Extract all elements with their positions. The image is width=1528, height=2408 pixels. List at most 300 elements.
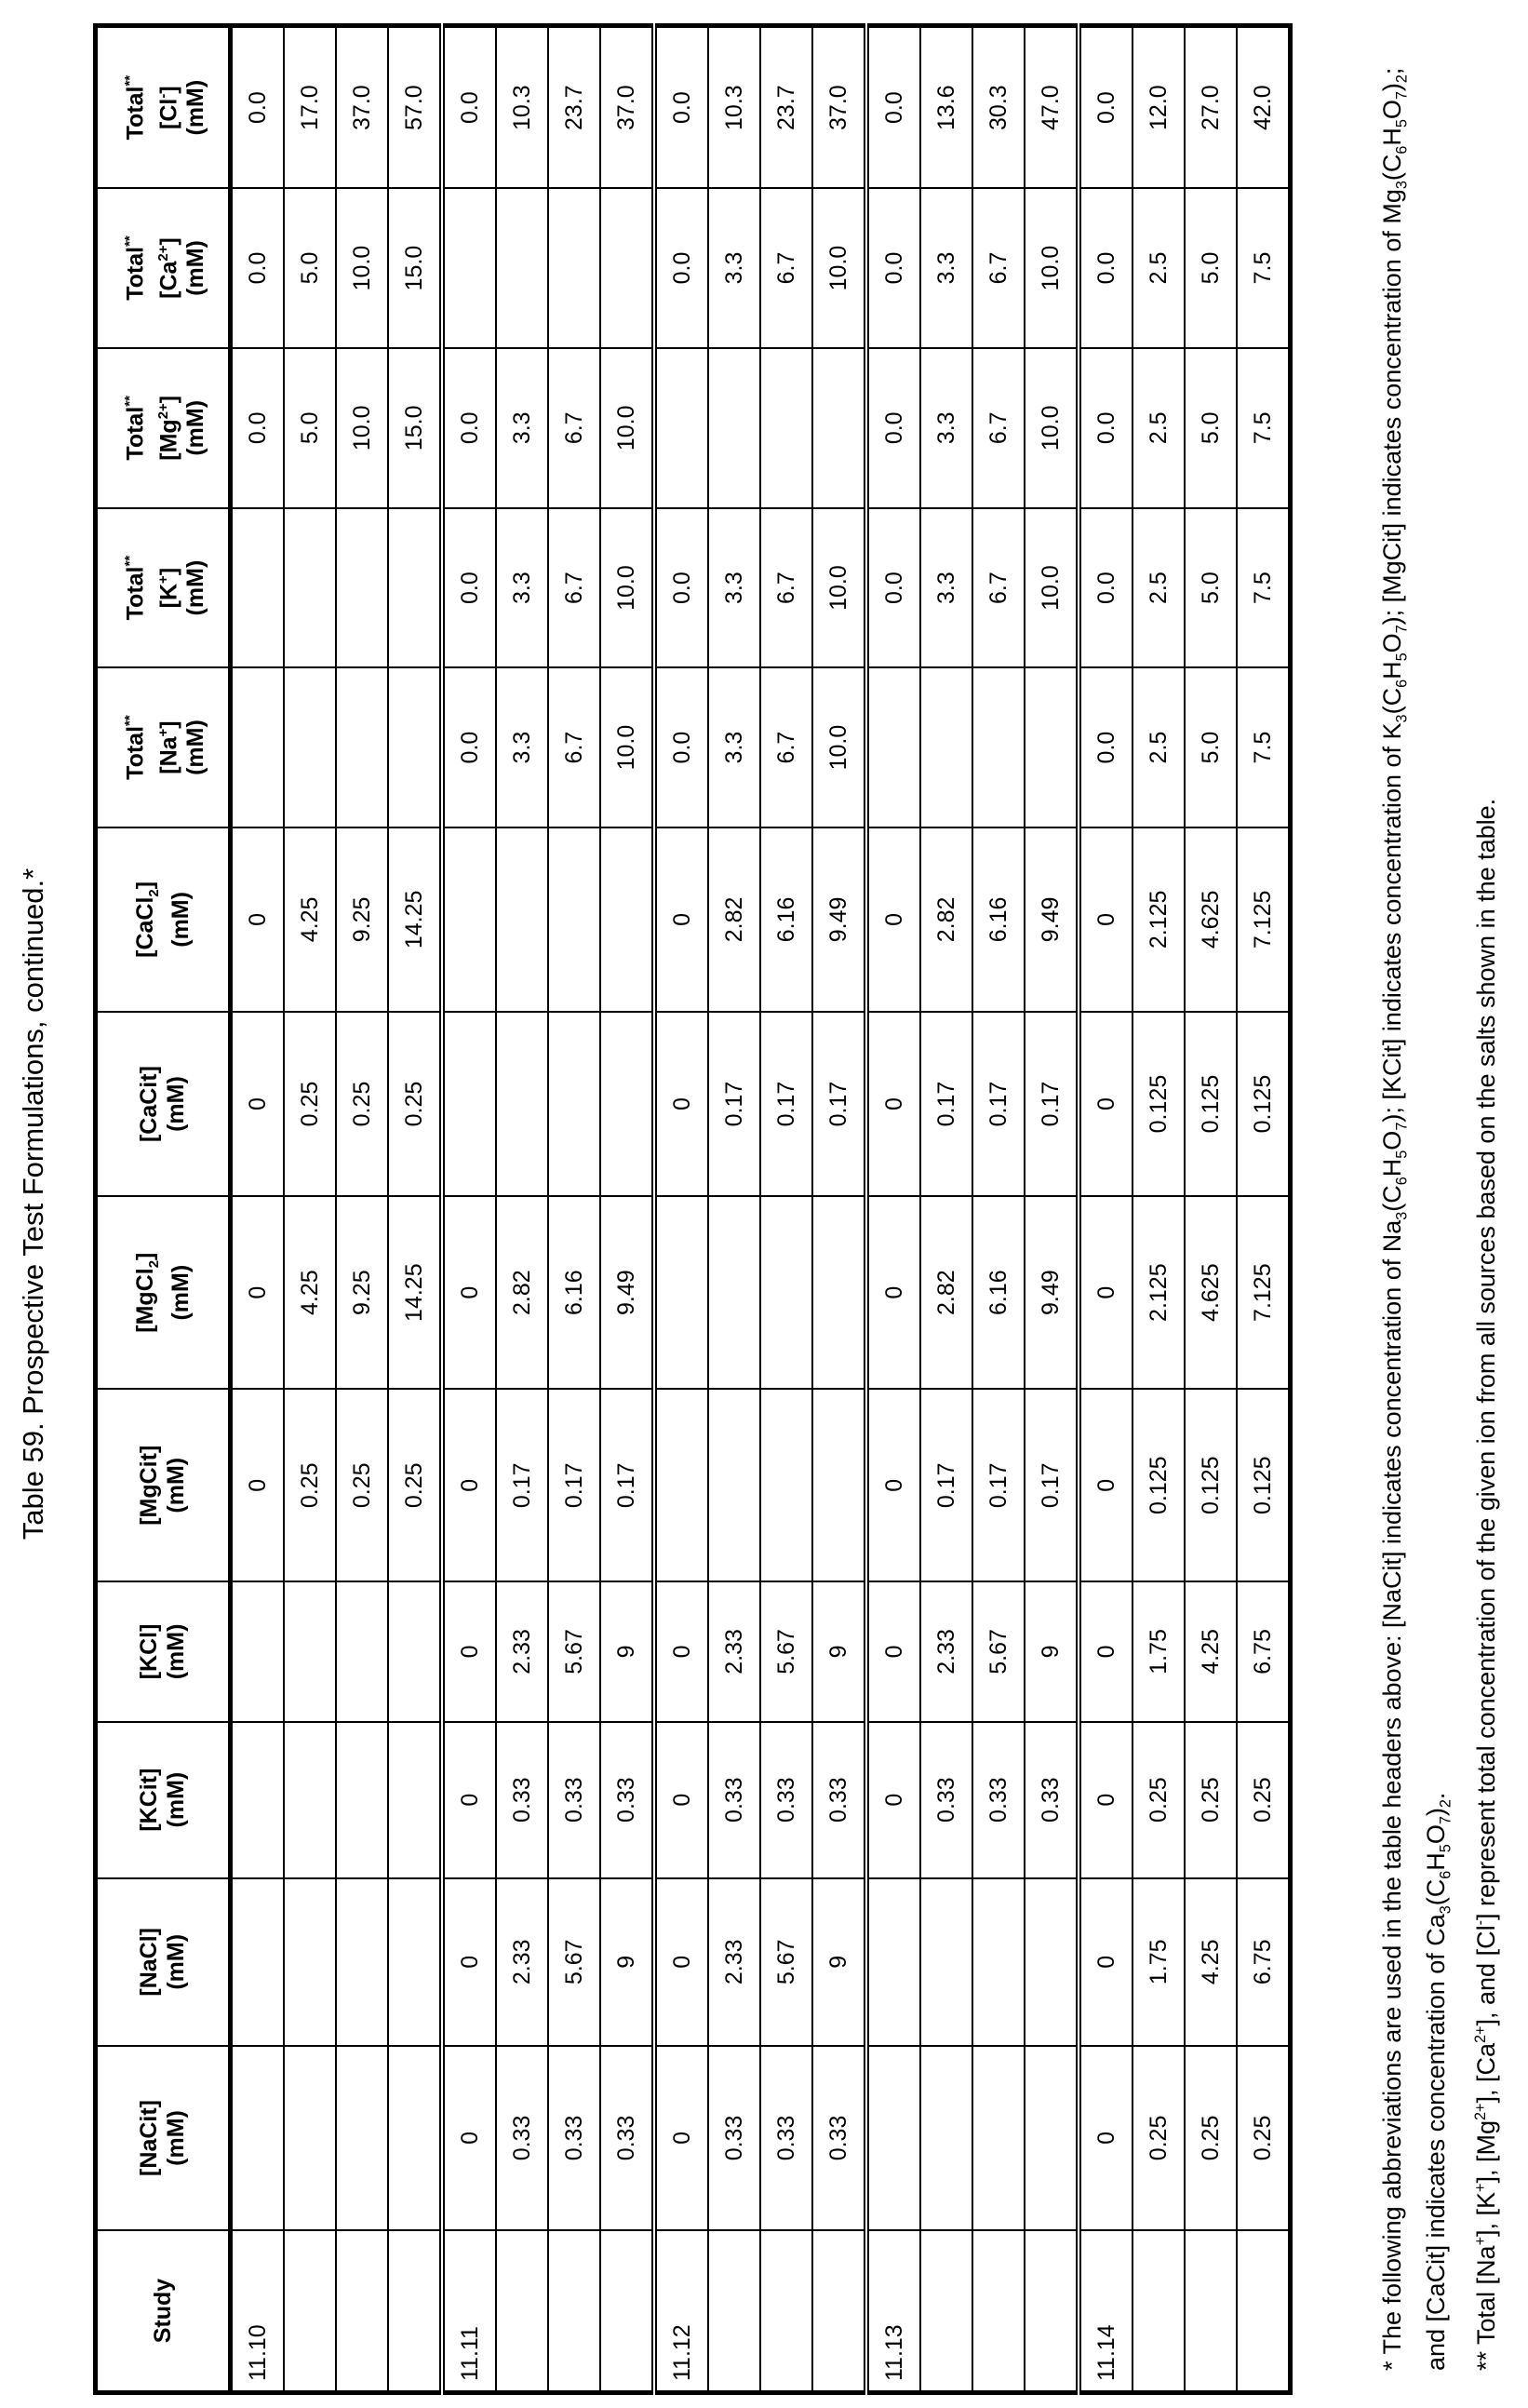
footnote-text: ); [KCit] indicates concentration of K bbox=[1378, 722, 1406, 1122]
footnote-subscript: 3 bbox=[1393, 714, 1410, 722]
footnote-text: (C bbox=[1422, 1879, 1450, 1906]
table-cell: 10.3 bbox=[708, 26, 760, 189]
table-cell: 0.17 bbox=[708, 1012, 760, 1196]
table-cell bbox=[920, 2046, 972, 2230]
header-unit: (mM) bbox=[182, 400, 208, 456]
header-sub: 2 bbox=[146, 1260, 162, 1268]
table-cell: 6.16 bbox=[548, 1196, 600, 1389]
table-row bbox=[972, 26, 1025, 2393]
table-cell: 4.25 bbox=[284, 827, 336, 1012]
table-cell: 9.49 bbox=[1025, 827, 1079, 1012]
table-cell bbox=[654, 348, 708, 508]
table-cell: 0 bbox=[1079, 1196, 1133, 1389]
table-cell: 0 bbox=[442, 2046, 496, 2230]
table-cell: 0.0 bbox=[1079, 667, 1133, 827]
header-label: [NaCit] bbox=[136, 2100, 162, 2176]
column-header bbox=[96, 348, 231, 508]
table-cell: 5.67 bbox=[972, 1581, 1025, 1721]
footnote-subscript: 5 bbox=[1393, 119, 1410, 128]
table-row bbox=[231, 26, 285, 2393]
footnote-superscript: - bbox=[1472, 1920, 1489, 1925]
table-cell: 0.33 bbox=[1025, 1722, 1079, 1878]
table-cell: 0.25 bbox=[284, 1389, 336, 1581]
table-cell bbox=[284, 1878, 336, 2046]
table-cell: 3.3 bbox=[920, 508, 972, 667]
table-cell: 6.16 bbox=[760, 827, 812, 1012]
table-row bbox=[496, 26, 548, 2393]
table-cell bbox=[760, 1389, 812, 1581]
footnote-subscript: 6 bbox=[1393, 679, 1410, 688]
table-row bbox=[760, 26, 812, 2393]
footnote-text: ], [Mg bbox=[1472, 2120, 1500, 2184]
column-header bbox=[96, 1389, 231, 1581]
table-cell: 0.25 bbox=[284, 1012, 336, 1196]
table-cell: 0.125 bbox=[1133, 1012, 1185, 1196]
table-cell: 0.0 bbox=[654, 508, 708, 667]
table-cell: 17.0 bbox=[284, 26, 336, 189]
study-cell bbox=[336, 2230, 388, 2392]
table-cell bbox=[866, 1878, 920, 2046]
table-cell: 0 bbox=[231, 1196, 285, 1389]
table-cell: 4.625 bbox=[1185, 1196, 1237, 1389]
table-cell: 0.25 bbox=[388, 1012, 442, 1196]
table-cell: 0.17 bbox=[972, 1389, 1025, 1581]
table-cell: 0.17 bbox=[920, 1389, 972, 1581]
table-cell: 3.3 bbox=[708, 508, 760, 667]
header-unit: (mM) bbox=[182, 560, 208, 616]
table-cell: 6.16 bbox=[972, 827, 1025, 1012]
table-cell: 0.33 bbox=[760, 1722, 812, 1878]
column-header bbox=[96, 2230, 231, 2392]
table-cell: 27.0 bbox=[1185, 26, 1237, 189]
table-cell bbox=[388, 1722, 442, 1878]
table-cell: 0 bbox=[654, 1722, 708, 1878]
table-cell: 0.25 bbox=[1133, 1722, 1185, 1878]
table-cell: 0 bbox=[231, 1389, 285, 1581]
table-cell: 0.33 bbox=[548, 1722, 600, 1878]
table-cell: 2.33 bbox=[496, 1581, 548, 1721]
table-cell: 7.5 bbox=[1237, 508, 1291, 667]
column-header bbox=[96, 2046, 231, 2230]
table-cell: 0.25 bbox=[336, 1389, 388, 1581]
table-cell bbox=[920, 1878, 972, 2046]
table-cell: 0 bbox=[866, 1012, 920, 1196]
table-cell: 3.3 bbox=[920, 188, 972, 347]
table-cell bbox=[548, 827, 600, 1012]
header-unit: (mM) bbox=[163, 2110, 189, 2166]
table-cell: 0 bbox=[1079, 1581, 1133, 1721]
table-cell: 0 bbox=[654, 1581, 708, 1721]
table-cell: 0.0 bbox=[442, 26, 496, 189]
formulations-table bbox=[93, 23, 1293, 2395]
header-unit: (mM) bbox=[168, 1265, 194, 1321]
table-cell: 0 bbox=[654, 1012, 708, 1196]
table-cell: 10.0 bbox=[1025, 508, 1079, 667]
column-header bbox=[96, 1722, 231, 1878]
table-cell: 0 bbox=[1079, 1389, 1133, 1581]
table-cell: 4.25 bbox=[1185, 1581, 1237, 1721]
table-cell bbox=[812, 1196, 866, 1389]
table-cell: 3.3 bbox=[496, 348, 548, 508]
table-cell: 0.0 bbox=[654, 26, 708, 189]
study-cell bbox=[972, 2230, 1025, 2392]
table-cell: 6.7 bbox=[760, 188, 812, 347]
table-cell: 4.25 bbox=[1185, 1878, 1237, 2046]
table-cell: 10.0 bbox=[1025, 348, 1079, 508]
table-cell: 10.0 bbox=[336, 188, 388, 347]
footnote-superscript: 2+ bbox=[1472, 2025, 1489, 2042]
table-cell bbox=[708, 1389, 760, 1581]
footnote-text: H bbox=[1378, 1159, 1406, 1177]
header-label: Total bbox=[123, 407, 149, 461]
table-cell: 7.125 bbox=[1237, 827, 1291, 1012]
table-cell bbox=[548, 188, 600, 347]
table-cell: 0.33 bbox=[496, 1722, 548, 1878]
table-cell: 0 bbox=[1079, 827, 1133, 1012]
table-cell: 5.0 bbox=[1185, 508, 1237, 667]
table-cell: 0 bbox=[442, 1581, 496, 1721]
table-cell: 0.125 bbox=[1237, 1389, 1291, 1581]
table-row bbox=[866, 26, 920, 2393]
footnote-subscript: 7 bbox=[1393, 1123, 1410, 1131]
table-row bbox=[388, 26, 442, 2393]
table-cell: 2.125 bbox=[1133, 1196, 1185, 1389]
table-row bbox=[1079, 26, 1133, 2393]
table-cell: 0.125 bbox=[1185, 1012, 1237, 1196]
table-cell: 0.0 bbox=[231, 188, 285, 347]
footnote-text: ] represent total concentration of the given ion from all sources based on the salts shown in the table. bbox=[1472, 799, 1500, 1920]
header-ion: [Cl bbox=[155, 99, 181, 129]
table-cell: 2.33 bbox=[708, 1581, 760, 1721]
table-row bbox=[284, 26, 336, 2393]
rotated-page bbox=[0, 0, 1528, 2408]
table-cell: 0.17 bbox=[972, 1012, 1025, 1196]
table-cell: 5.0 bbox=[1185, 667, 1237, 827]
header-label: [KCit] bbox=[136, 1769, 162, 1832]
footnote-subscript: 3 bbox=[1393, 1212, 1410, 1220]
table-cell bbox=[972, 2046, 1025, 2230]
table-cell: 0.0 bbox=[866, 188, 920, 347]
table-cell bbox=[231, 508, 285, 667]
header-ion: [Mg bbox=[155, 419, 181, 460]
table-cell: 0.25 bbox=[1185, 1722, 1237, 1878]
table-cell: 10.0 bbox=[600, 348, 654, 508]
table-cell: 0.0 bbox=[654, 188, 708, 347]
header-close: ] bbox=[155, 568, 181, 575]
header-ion-charge: + bbox=[155, 729, 171, 737]
table-cell: 30.3 bbox=[972, 26, 1025, 189]
table-cell: 0.0 bbox=[866, 348, 920, 508]
table-cell: 2.33 bbox=[708, 1878, 760, 2046]
table-cell: 37.0 bbox=[336, 26, 388, 189]
table-cell: 0.125 bbox=[1237, 1012, 1291, 1196]
table-cell: 0.0 bbox=[866, 508, 920, 667]
footnote-text: H bbox=[1422, 1852, 1450, 1871]
table-cell bbox=[231, 1722, 285, 1878]
footnotes bbox=[1375, 25, 1504, 2371]
column-header bbox=[96, 1196, 231, 1389]
table-cell bbox=[336, 508, 388, 667]
table-cell bbox=[708, 1196, 760, 1389]
table-cell: 7.5 bbox=[1237, 348, 1291, 508]
footnote-text: * The following abbreviations are used in the table headers above: [NaCit] indicates concentration of Na bbox=[1378, 1220, 1406, 2371]
table-cell: 0 bbox=[866, 1196, 920, 1389]
header-label: [NaCl] bbox=[136, 1928, 162, 1997]
footnote-superscript: + bbox=[1472, 2183, 1489, 2191]
header-ion-charge: + bbox=[155, 575, 171, 584]
table-cell: 0.0 bbox=[654, 667, 708, 827]
footnote-text: H bbox=[1378, 661, 1406, 679]
footnote bbox=[1375, 25, 1464, 2371]
table-cell: 10.0 bbox=[336, 348, 388, 508]
table-cell: 2.82 bbox=[708, 827, 760, 1012]
header-label: Total bbox=[123, 87, 149, 141]
table-cell: 0.17 bbox=[920, 1012, 972, 1196]
table-cell: 13.6 bbox=[920, 26, 972, 189]
table-cell: 5.67 bbox=[760, 1878, 812, 2046]
table-cell: 0.0 bbox=[1079, 26, 1133, 189]
table-cell: 2.5 bbox=[1133, 508, 1185, 667]
table-row bbox=[708, 26, 760, 2393]
header-close: ] bbox=[155, 720, 181, 728]
header-unit: (mM) bbox=[163, 1934, 189, 1990]
table-cell bbox=[812, 348, 866, 508]
table-row bbox=[1237, 26, 1291, 2393]
table-cell: 0 bbox=[1079, 2046, 1133, 2230]
table-cell bbox=[1025, 667, 1079, 827]
table-cell: 0.33 bbox=[760, 2046, 812, 2230]
header-sup: ** bbox=[122, 396, 138, 407]
table-cell: 0.25 bbox=[1237, 2046, 1291, 2230]
table-cell bbox=[1025, 2046, 1079, 2230]
table-cell: 14.25 bbox=[388, 827, 442, 1012]
table-cell: 4.25 bbox=[284, 1196, 336, 1389]
footnote-text: (C bbox=[1378, 155, 1406, 182]
header-close: ] bbox=[155, 396, 181, 403]
table-cell bbox=[336, 667, 388, 827]
study-cell: 11.14 bbox=[1079, 2230, 1133, 2392]
table-title: Table 59. Prospective Test Formulations, continued.* bbox=[17, 0, 50, 2408]
header-label: [MgCit] bbox=[136, 1446, 162, 1526]
header-close: ] bbox=[132, 881, 158, 889]
table-cell bbox=[388, 2046, 442, 2230]
table-cell: 42.0 bbox=[1237, 26, 1291, 189]
table-cell: 6.7 bbox=[760, 508, 812, 667]
table-cell: 9.49 bbox=[1025, 1196, 1079, 1389]
table-cell: 0 bbox=[866, 827, 920, 1012]
header-ion: [Ca bbox=[155, 262, 181, 299]
study-cell bbox=[548, 2230, 600, 2392]
table-cell: 7.5 bbox=[1237, 667, 1291, 827]
footnote-subscript: 6 bbox=[1393, 146, 1410, 155]
header-sup: ** bbox=[122, 715, 138, 726]
column-header bbox=[96, 667, 231, 827]
header-sub: 2 bbox=[146, 889, 162, 896]
study-cell bbox=[1185, 2230, 1237, 2392]
table-cell: 0.125 bbox=[1185, 1389, 1237, 1581]
table-cell: 37.0 bbox=[812, 26, 866, 189]
table-cell bbox=[388, 1581, 442, 1721]
table-cell: 10.3 bbox=[496, 26, 548, 189]
column-header bbox=[96, 827, 231, 1012]
table-cell: 9.49 bbox=[600, 1196, 654, 1389]
header-label: [MgCl bbox=[132, 1268, 158, 1332]
header-label: Total bbox=[123, 566, 149, 620]
footnote-subscript: 5 bbox=[1393, 652, 1410, 661]
study-cell: 11.11 bbox=[442, 2230, 496, 2392]
table-cell: 10.0 bbox=[1025, 188, 1079, 347]
table-cell: 2.82 bbox=[920, 827, 972, 1012]
table-cell bbox=[336, 1581, 388, 1721]
footnote-subscript: 2 bbox=[1393, 74, 1410, 83]
table-cell: 3.3 bbox=[708, 188, 760, 347]
table-cell: 2.33 bbox=[496, 1878, 548, 2046]
table-cell bbox=[442, 827, 496, 1012]
header-unit: (mM) bbox=[182, 80, 208, 136]
footnote-text: O bbox=[1378, 633, 1406, 652]
table-cell: 0.25 bbox=[1185, 2046, 1237, 2230]
table-cell bbox=[284, 1581, 336, 1721]
study-cell bbox=[760, 2230, 812, 2392]
table-row bbox=[548, 26, 600, 2393]
table-cell: 23.7 bbox=[548, 26, 600, 189]
table-cell: 10.0 bbox=[812, 508, 866, 667]
table-cell: 0.33 bbox=[548, 2046, 600, 2230]
header-label: Total bbox=[123, 726, 149, 780]
table-cell bbox=[284, 667, 336, 827]
header-close: ] bbox=[155, 237, 181, 245]
table-cell bbox=[708, 348, 760, 508]
column-header bbox=[96, 1581, 231, 1721]
table-cell bbox=[972, 1878, 1025, 2046]
footnote-subscript: 7 bbox=[1393, 91, 1410, 100]
table-cell: 2.82 bbox=[496, 1196, 548, 1389]
footnote-superscript: + bbox=[1472, 2237, 1489, 2245]
study-cell bbox=[920, 2230, 972, 2392]
table-cell: 0.0 bbox=[231, 348, 285, 508]
table-cell: 0.17 bbox=[1025, 1012, 1079, 1196]
table-cell: 9.49 bbox=[812, 827, 866, 1012]
table-cell: 0 bbox=[442, 1878, 496, 2046]
table-cell: 0.33 bbox=[600, 2046, 654, 2230]
table-cell: 14.25 bbox=[388, 1196, 442, 1389]
study-cell bbox=[284, 2230, 336, 2392]
header-unit: (mM) bbox=[168, 892, 194, 948]
header-unit: (mM) bbox=[163, 1624, 189, 1680]
table-cell: 0.25 bbox=[1237, 1722, 1291, 1878]
table-cell: 6.75 bbox=[1237, 1878, 1291, 2046]
table-cell: 9.25 bbox=[336, 827, 388, 1012]
footnote-text: (C bbox=[1378, 688, 1406, 715]
table-cell: 0 bbox=[654, 2046, 708, 2230]
table-cell: 0 bbox=[1079, 1012, 1133, 1196]
table-row bbox=[1133, 26, 1185, 2393]
table-row bbox=[1025, 26, 1079, 2393]
study-cell bbox=[1237, 2230, 1291, 2392]
study-cell: 11.12 bbox=[654, 2230, 708, 2392]
table-cell: 5.67 bbox=[548, 1581, 600, 1721]
table-cell bbox=[442, 1012, 496, 1196]
header-unit: (mM) bbox=[163, 1772, 189, 1828]
table-cell: 0.33 bbox=[812, 1722, 866, 1878]
table-cell bbox=[812, 1389, 866, 1581]
table-cell: 0 bbox=[654, 1878, 708, 2046]
table-cell: 9.25 bbox=[336, 1196, 388, 1389]
table-cell: 0 bbox=[231, 827, 285, 1012]
header-label: [CaCit] bbox=[136, 1066, 162, 1142]
header-label: Total bbox=[123, 247, 149, 301]
table-cell: 0.17 bbox=[812, 1012, 866, 1196]
footnote-text: ); [MgCit] indicates concentration of Mg bbox=[1378, 189, 1406, 625]
table-cell: 9 bbox=[812, 1878, 866, 2046]
table-cell: 0 bbox=[442, 1389, 496, 1581]
table-cell bbox=[442, 188, 496, 347]
header-row bbox=[96, 26, 231, 2393]
header-close: ] bbox=[155, 86, 181, 93]
footnote-text: H bbox=[1378, 128, 1406, 146]
header-ion: [Na bbox=[155, 736, 181, 774]
table-cell: 10.0 bbox=[600, 667, 654, 827]
table-cell: 0.25 bbox=[388, 1389, 442, 1581]
table-cell bbox=[231, 1878, 285, 2046]
table-cell: 0.0 bbox=[231, 26, 285, 189]
header-sup: ** bbox=[122, 75, 138, 87]
table-cell bbox=[866, 2046, 920, 2230]
table-cell: 5.0 bbox=[284, 348, 336, 508]
table-cell: 0.17 bbox=[496, 1389, 548, 1581]
table-cell bbox=[284, 1722, 336, 1878]
table-row bbox=[336, 26, 388, 2393]
table-cell: 0.33 bbox=[812, 2046, 866, 2230]
table-cell: 15.0 bbox=[388, 348, 442, 508]
table-cell: 0 bbox=[231, 1012, 285, 1196]
table-cell bbox=[600, 188, 654, 347]
table-cell bbox=[920, 667, 972, 827]
table-cell: 6.16 bbox=[972, 1196, 1025, 1389]
table-cell: 0.0 bbox=[442, 348, 496, 508]
table-cell bbox=[760, 348, 812, 508]
table-cell: 2.125 bbox=[1133, 827, 1185, 1012]
study-cell bbox=[812, 2230, 866, 2392]
table-cell bbox=[760, 1196, 812, 1389]
footnote-text: ], and [Cl bbox=[1472, 1925, 1500, 2025]
table-cell: 0.0 bbox=[1079, 348, 1133, 508]
table-cell: 0.0 bbox=[866, 26, 920, 189]
table-cell: 2.5 bbox=[1133, 188, 1185, 347]
table-cell bbox=[496, 827, 548, 1012]
table-cell: 0.33 bbox=[600, 1722, 654, 1878]
table-cell: 6.7 bbox=[548, 508, 600, 667]
study-cell: 11.10 bbox=[231, 2230, 285, 2392]
footnote-subscript: 5 bbox=[1393, 1150, 1410, 1159]
table-cell bbox=[231, 1581, 285, 1721]
table-cell: 5.0 bbox=[1185, 188, 1237, 347]
footnote-subscript: 6 bbox=[1393, 1177, 1410, 1185]
table-cell: 5.67 bbox=[760, 1581, 812, 1721]
table-cell: 0.33 bbox=[708, 2046, 760, 2230]
footnote bbox=[1464, 25, 1504, 2371]
table-cell: 1.75 bbox=[1133, 1581, 1185, 1721]
table-cell: 10.0 bbox=[812, 188, 866, 347]
footnote-text: O bbox=[1378, 100, 1406, 119]
table-cell: 37.0 bbox=[600, 26, 654, 189]
table-cell: 0.33 bbox=[496, 2046, 548, 2230]
table-cell: 57.0 bbox=[388, 26, 442, 189]
footnote-subscript: 3 bbox=[1438, 1905, 1454, 1914]
table-cell bbox=[600, 827, 654, 1012]
table-cell: 0 bbox=[442, 1722, 496, 1878]
table-cell: 6.7 bbox=[972, 508, 1025, 667]
